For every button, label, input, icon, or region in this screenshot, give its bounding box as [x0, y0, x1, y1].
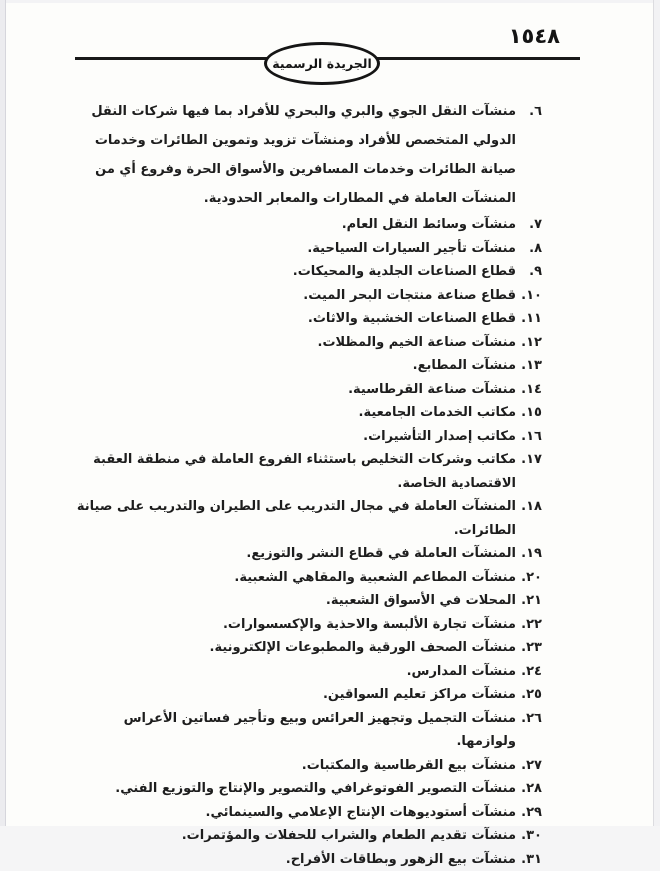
item-number: ٢١. [516, 589, 542, 613]
page-right-edge [653, 0, 660, 826]
item-text: منشآت المطاعم الشعبية والمقاهي الشعبية. [234, 570, 516, 585]
list-item [60, 425, 542, 449]
item-text: منشآت صناعة القرطاسية. [348, 382, 516, 397]
sector-list [60, 97, 542, 871]
item-number: ٩. [516, 260, 542, 284]
item-number: ٣٠. [516, 824, 542, 848]
item-text: منشآت بيع الزهور وبطاقات الأفراح. [286, 852, 516, 867]
item-text: منشآت المطابع. [413, 358, 516, 373]
item-text: منشآت أستوديوهات الإنتاج الإعلامي والسينمائي. [206, 805, 516, 820]
item-text: منشآت تقديم الطعام والشراب للحفلات والمؤتمرات. [182, 828, 516, 843]
list-item [60, 613, 542, 637]
item-text: منشآت الصحف الورقية والمطبوعات الإلكترونية. [210, 640, 516, 655]
item-text: منشآت المدارس. [407, 664, 516, 679]
item-text: منشآت تجارة الألبسة والاحذية والإكسسوارات. [223, 617, 516, 632]
item-number: ٣١. [516, 848, 542, 871]
list-item [60, 237, 542, 261]
item-number: ١٧. [516, 448, 542, 472]
list-item [60, 824, 542, 848]
list-item [60, 495, 542, 542]
list-item [60, 331, 542, 355]
list-item [60, 707, 542, 754]
list-item [60, 660, 542, 684]
item-text: المنشآت العاملة في قطاع النشر والتوزيع. [246, 546, 516, 561]
page-left-edge [0, 0, 6, 826]
item-text: منشآت بيع القرطاسية والمكتبات. [302, 758, 516, 773]
item-text: منشآت النقل الجوي والبري والبحري للأفراد بما فيها شركات النقل الدولي المتخصص للأفراد ومنشآت تزويد وتموين الطائرات وخدمات صيانة الطائرات وخدمات المسافرين والأسواق الحرة وفروع أي من المنشآت العاملة في المطارات والمعابر الحدودية. [91, 104, 516, 206]
item-number: ٦. [516, 97, 542, 126]
item-text: منشآت صناعة الخيم والمظلات. [318, 335, 517, 350]
list-item [60, 260, 542, 284]
page-top-edge [0, 0, 660, 3]
item-text: قطاع الصناعات الجلدية والمحيكات. [293, 264, 516, 279]
item-number: ٢٣. [516, 636, 542, 660]
list-item [60, 636, 542, 660]
item-number: ٢٢. [516, 613, 542, 637]
list-item [60, 401, 542, 425]
item-number: ٢٨. [516, 777, 542, 801]
list-item [60, 589, 542, 613]
list-item [60, 801, 542, 825]
item-number: ٢٩. [516, 801, 542, 825]
item-number: ١٦. [516, 425, 542, 449]
item-number: ١٥. [516, 401, 542, 425]
item-text: مكاتب وشركات التخليص باستثناء الفروع العاملة في منطقة العقبة الاقتصادية الخاصة. [93, 452, 516, 491]
item-number: ١٠. [516, 284, 542, 308]
item-number: ٢٦. [516, 707, 542, 731]
item-text: منشآت وسائط النقل العام. [342, 217, 516, 232]
item-text: منشآت التصوير الفوتوغرافي والتصوير والإنتاج والتوزيع الفني. [115, 781, 516, 796]
list-item [60, 566, 542, 590]
item-number: ١٢. [516, 331, 542, 355]
item-number: ٢٥. [516, 683, 542, 707]
list-item [60, 378, 542, 402]
gazette-title: الجريدة الرسمية [272, 56, 372, 71]
list-item [60, 777, 542, 801]
item-number: ١٨. [516, 495, 542, 519]
list-item [60, 448, 542, 495]
item-number: ٢٤. [516, 660, 542, 684]
item-number: ٨. [516, 237, 542, 261]
list-item [60, 848, 542, 871]
item-number: ٢٠. [516, 566, 542, 590]
item-number: ١٤. [516, 378, 542, 402]
item-text: قطاع صناعة منتجات البحر الميت. [303, 288, 516, 303]
list-item [60, 284, 542, 308]
item-number: ٧. [516, 213, 542, 237]
page-number: ١٥٤٨ [509, 24, 560, 48]
item-text: مكاتب الخدمات الجامعية. [359, 405, 517, 420]
list-item [60, 213, 542, 237]
item-number: ١٣. [516, 354, 542, 378]
item-text: منشآت تأجير السيارات السياحية. [307, 241, 516, 256]
list-item [60, 354, 542, 378]
item-text: المحلات في الأسواق الشعبية. [326, 593, 516, 608]
list-item [60, 97, 542, 213]
list-item [60, 754, 542, 778]
list-item [60, 683, 542, 707]
gazette-title-ellipse [264, 42, 380, 85]
item-text: منشآت التجميل وتجهيز العرائس وبيع وتأجير فساتين الأعراس ولوازمها. [124, 711, 516, 750]
item-number: ١١. [516, 307, 542, 331]
list-item [60, 307, 542, 331]
item-text: المنشآت العاملة في مجال التدريب على الطيران والتدريب على صيانة الطائرات. [77, 499, 516, 538]
item-text: قطاع الصناعات الخشبية والاثاث. [308, 311, 516, 326]
item-number: ١٩. [516, 542, 542, 566]
item-number: ٢٧. [516, 754, 542, 778]
item-text: منشآت مراكز تعليم السواقين. [323, 687, 516, 702]
item-text: مكاتب إصدار التأشيرات. [363, 429, 516, 444]
list-item [60, 542, 542, 566]
